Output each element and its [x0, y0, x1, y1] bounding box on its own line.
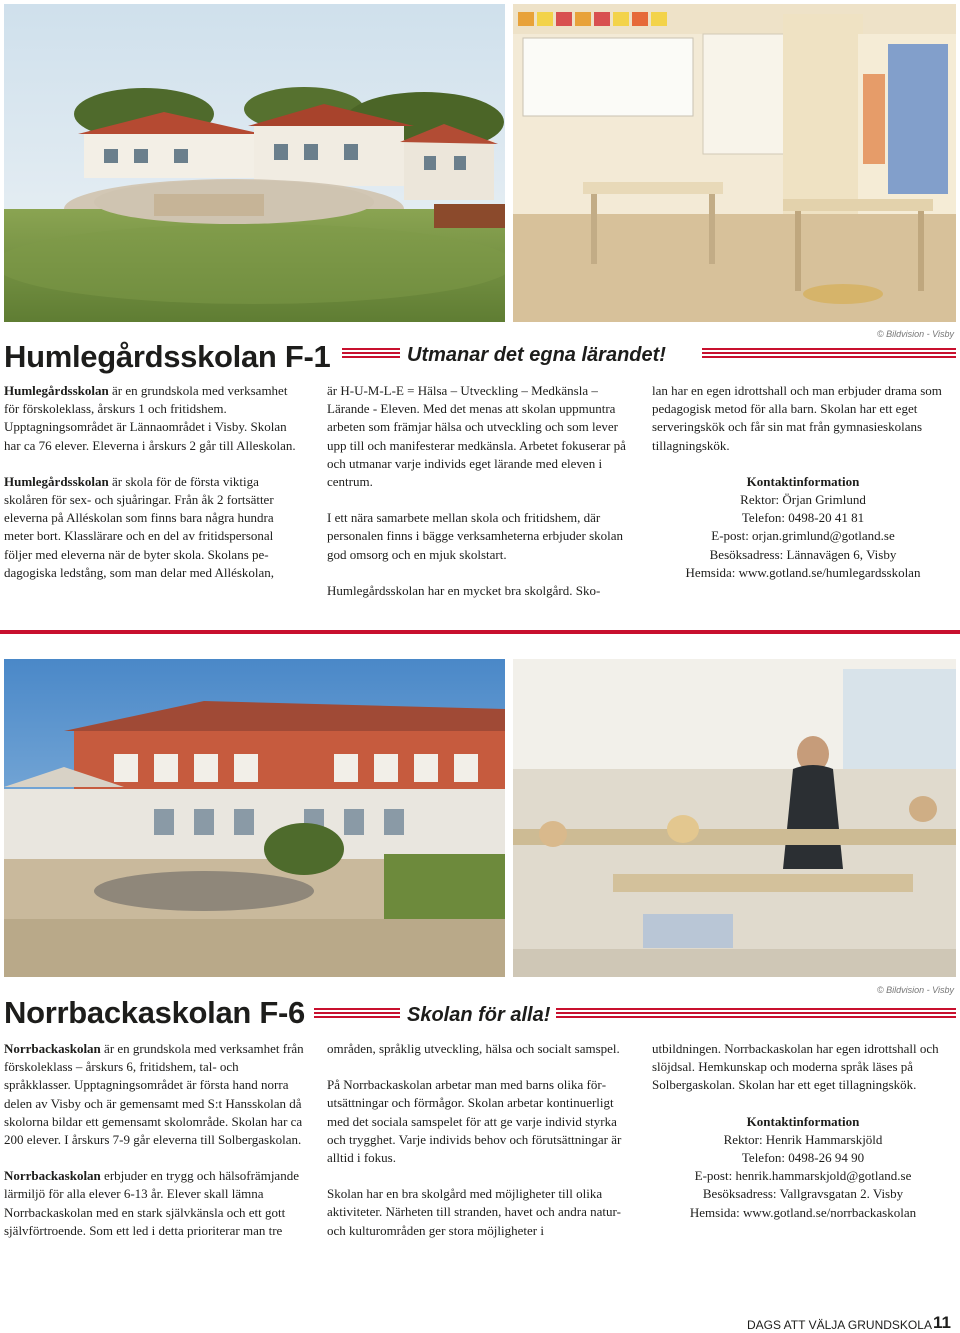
norrbackaskolan-exterior-photo — [4, 659, 505, 977]
paragraph: områden, språklig utveckling, hälsa och socialt samspel. — [327, 1041, 620, 1056]
accent-lines — [342, 348, 400, 362]
accent-lines — [556, 1008, 956, 1022]
paragraph-text: är skola för de första viktiga skolåren för sex- och sjuåringar. Från åk 2 fortsätter eleverna på Alléskolan som finns bara några hundra meter bort. Klasslärare och en del av fritidspersonal följer med eleverna när de byter skola. Skolans pedagogiska ledstång, som man delar med Alléskolan, — [4, 473, 275, 580]
contact-heading: Kontaktinformation — [746, 473, 860, 489]
section-title: Humlegårdsskolan F-1 — [4, 339, 331, 374]
contact-website: Hemsida: www.gotland.se/humlegardsskolan — [685, 564, 921, 580]
norrbackaskolan-classroom-photo — [513, 659, 956, 977]
contact-address: Besöksadress: Vallgravsgatan 2. Visby — [702, 1186, 904, 1202]
paragraph-text: erbjuder en trygg och hälsofrämjande lärmiljö för alla elever 6-13 år. Elever skall lämna Norrbackaskolan med en stark självkänsla och ett gott självförtroende. Som ett led i detta prioriterar man tre — [4, 1168, 299, 1238]
accent-lines — [702, 348, 956, 362]
contact-website: Hemsida: www.gotland.se/norrbackaskolan — [689, 1204, 917, 1220]
text-column-2 — [327, 382, 627, 618]
contact-address: Besöksadress: Lännavägen 6, Visby — [709, 546, 897, 562]
text-column-3 — [652, 1040, 952, 1222]
contact-heading: Kontaktinformation — [746, 1113, 860, 1129]
paragraph: lan har en egen idrottshall och man erbjuder drama som pedagogisk metod för alla barn. Skolan har ett eget serveringskök och får sin mat från gymnasieskolans tillagningskök. — [652, 383, 942, 453]
paragraph: utbildningen. Norrbackaskolan har egen idrottshall och slöjdsal. Hemkunskap och moderna språk läses på Solbergaskolan. Skolan har ett eget tillagningskök. — [652, 1041, 939, 1093]
contact-info — [652, 1113, 954, 1222]
accent-lines — [314, 1008, 400, 1022]
humlegardsskolan-exterior-photo — [4, 4, 505, 322]
contact-email: E-post: henrik.hammarskjold@gotland.se — [694, 1168, 912, 1184]
school-name: Norrbackaskolan — [4, 1041, 101, 1056]
photo-credit: © Bildvision - Visby — [877, 329, 954, 339]
paragraph — [4, 382, 304, 455]
paragraph: är H-U-M-L-E = Hälsa – Utveckling – Medkänsla – Lärande - Eleven. Med det menas att skolan uppmuntra arbeten som främjar hälsa och utveckling och som lever upp till och manifesterar medkänsla. Arbetet fokuserar på och utmanar varje individs eget lärande med eleven i centrum. — [327, 383, 626, 490]
school-name: Humlegårdsskolan — [4, 473, 109, 489]
photo-credit: © Bildvision - Visby — [877, 985, 954, 995]
school-name: Humlegårdsskolan — [4, 383, 109, 398]
section-tagline: Utmanar det egna lärandet! — [407, 344, 666, 366]
paragraph: I ett nära samarbete mellan skola och fritidshem, där personalen finns i bägge verksamheterna erbjuder skolan god omsorg och en mjuk skolstart. — [327, 510, 624, 562]
paragraph: Skolan har en bra skolgård med möjligheter till olika aktiviteter. Närheten till stranden, havet och andra natur- och kulturområden ger stora möjligheter i — [327, 1186, 621, 1238]
paragraph: På Norrbackaskolan arbetar man med barns olika förutsättningar och förmågor. Skolan arbetar kontinuerligt med det sociala samspelet för att ge varje individ styrka och trygghet. Varje individs behov och förutsättningar är alltid i fokus. — [327, 1077, 622, 1166]
paragraph — [4, 1040, 304, 1149]
paragraph — [4, 473, 304, 582]
contact-principal: Rektor: Henrik Hammarskjöld — [723, 1131, 883, 1147]
contact-phone: Telefon: 0498-26 94 90 — [741, 1150, 865, 1166]
paragraph — [4, 1167, 304, 1240]
page-number: 11 — [933, 1313, 951, 1332]
text-column-1 — [4, 382, 304, 600]
footer-label: DAGS ATT VÄLJA GRUNDSKOLA — [747, 1318, 932, 1332]
contact-principal: Rektor: Örjan Grimlund — [740, 492, 866, 508]
paragraph-text: är en grundskola med verksamhet från förskoleklass – årskurs 6, fritidshem, tal- och språkklasser. Upptagningsområdet är första hand norra delen av Visby och är gemensamt med S:t Hansskolan då skolorna bildar ett gemensamt skolområde. Skolan har ca 200 elever. I årskurs 7-9 går eleverna till Solbergaskolan. — [4, 1041, 304, 1148]
text-column-2 — [327, 1040, 627, 1258]
section-divider — [0, 630, 960, 634]
text-column-3 — [652, 382, 952, 582]
contact-phone: Telefon: 0498-20 41 81 — [741, 510, 865, 526]
school-name: Norrbackaskolan — [4, 1168, 101, 1184]
section-title: Norrbackaskolan F-6 — [4, 995, 305, 1030]
section-tagline: Skolan för alla! — [407, 1004, 551, 1026]
paragraph: Humlegårdsskolan har en mycket bra skolgård. Sko- — [327, 582, 601, 598]
humlegardsskolan-classroom-photo — [513, 4, 956, 322]
contact-info — [652, 473, 954, 582]
contact-email: E-post: orjan.grimlund@gotland.se — [711, 528, 895, 544]
paragraph-text: är en grundskola med verksamhet för förskoleklass, årskurs 1 och fritidshem. Upptagningsområdet är Lännaområdet i Visby. Skolan har ca 76 elever. Eleverna i årskurs 2 går till Alleskolan. — [4, 383, 296, 453]
text-column-1 — [4, 1040, 304, 1258]
